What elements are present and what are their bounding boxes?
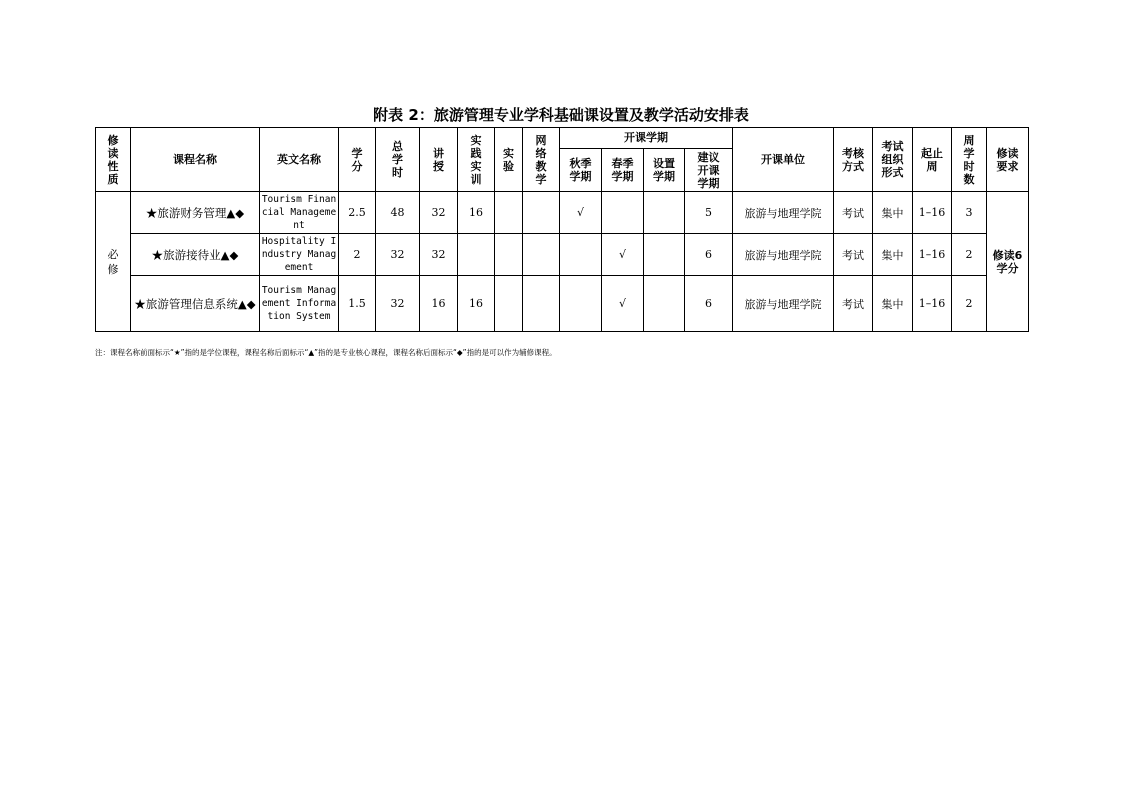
course-name-cell: ★旅游管理信息系统▲◆ [131,276,260,332]
total-hours-cell: 48 [376,192,420,234]
course-name-cell: ★旅游财务管理▲◆ [131,192,260,234]
table-row [96,192,1029,234]
total-hours-cell: 32 [376,276,420,332]
unit-cell: 旅游与地理学院 [733,192,834,234]
header-course-name: 课程名称 [131,128,260,192]
header-exam-form: 考试组织形式 [873,128,913,192]
unit-cell: 旅游与地理学院 [733,234,834,276]
credits-cell: 1.5 [339,276,376,332]
setting-cell [644,234,685,276]
spring-cell [602,192,644,234]
practice-cell: 16 [458,276,495,332]
online-cell [523,276,560,332]
suggested-cell: 5 [685,192,733,234]
online-cell [523,192,560,234]
setting-cell [644,276,685,332]
footnote: 注：课程名称前面标示“★”指的是学位课程，课程名称后面标示“▲”指的是专业核心课程，课程名称后面标示“◆”指的是可以作为辅修课程。 [95,348,557,357]
nature-cell: 必修 [96,192,131,332]
weekly-hours-cell: 3 [952,192,987,234]
header-english-name: 英文名称 [260,128,339,192]
header-unit: 开课单位 [733,128,834,192]
weeks-cell: 1–16 [913,192,952,234]
header-nature: 修读性质 [96,128,131,192]
autumn-cell [560,234,602,276]
suggested-cell: 6 [685,276,733,332]
unit-cell: 旅游与地理学院 [733,276,834,332]
exam-form-cell: 集中 [873,234,913,276]
header-suggested: 建议开课学期 [685,149,733,192]
practice-cell [458,234,495,276]
header-total-hours: 总学时 [376,128,420,192]
spring-cell: √ [602,234,644,276]
table-row [96,234,1029,276]
header-weekly-hours: 周学时数 [952,128,987,192]
header-credits: 学分 [339,128,376,192]
header-semester-group: 开课学期 [560,128,733,149]
autumn-cell: √ [560,192,602,234]
exam-method-cell: 考试 [834,192,873,234]
table-row [96,276,1029,332]
weekly-hours-cell: 2 [952,234,987,276]
spring-cell: √ [602,276,644,332]
english-name-cell: Tourism Management Information System [260,276,339,332]
lecture-cell: 16 [420,276,458,332]
exam-method-cell: 考试 [834,276,873,332]
requirement-cell: 修读6学分 [987,192,1029,332]
page-title: 附表 2：旅游管理专业学科基础课设置及教学活动安排表 [373,106,749,124]
header-exam-method: 考核方式 [834,128,873,192]
exam-form-cell: 集中 [873,276,913,332]
credits-cell: 2 [339,234,376,276]
header-experiment: 实验 [495,128,523,192]
header-autumn: 秋季学期 [560,149,602,192]
experiment-cell [495,192,523,234]
lecture-cell: 32 [420,234,458,276]
credits-cell: 2.5 [339,192,376,234]
exam-method-cell: 考试 [834,234,873,276]
header-practice: 实践实训 [458,128,495,192]
header-online: 网络教学 [523,128,560,192]
practice-cell: 16 [458,192,495,234]
suggested-cell: 6 [685,234,733,276]
weekly-hours-cell: 2 [952,276,987,332]
total-hours-cell: 32 [376,234,420,276]
course-name-cell: ★旅游接待业▲◆ [131,234,260,276]
setting-cell [644,192,685,234]
header-spring: 春季学期 [602,149,644,192]
experiment-cell [495,234,523,276]
header-lecture: 讲授 [420,128,458,192]
lecture-cell: 32 [420,192,458,234]
weeks-cell: 1–16 [913,276,952,332]
exam-form-cell: 集中 [873,192,913,234]
autumn-cell [560,276,602,332]
header-setting: 设置学期 [644,149,685,192]
english-name-cell: Tourism Financial Management [260,192,339,234]
header-start-end-week: 起止周 [913,128,952,192]
online-cell [523,234,560,276]
course-table [95,127,1029,332]
weeks-cell: 1–16 [913,234,952,276]
experiment-cell [495,276,523,332]
header-requirement: 修读要求 [987,128,1029,192]
english-name-cell: Hospitality Industry Management [260,234,339,276]
